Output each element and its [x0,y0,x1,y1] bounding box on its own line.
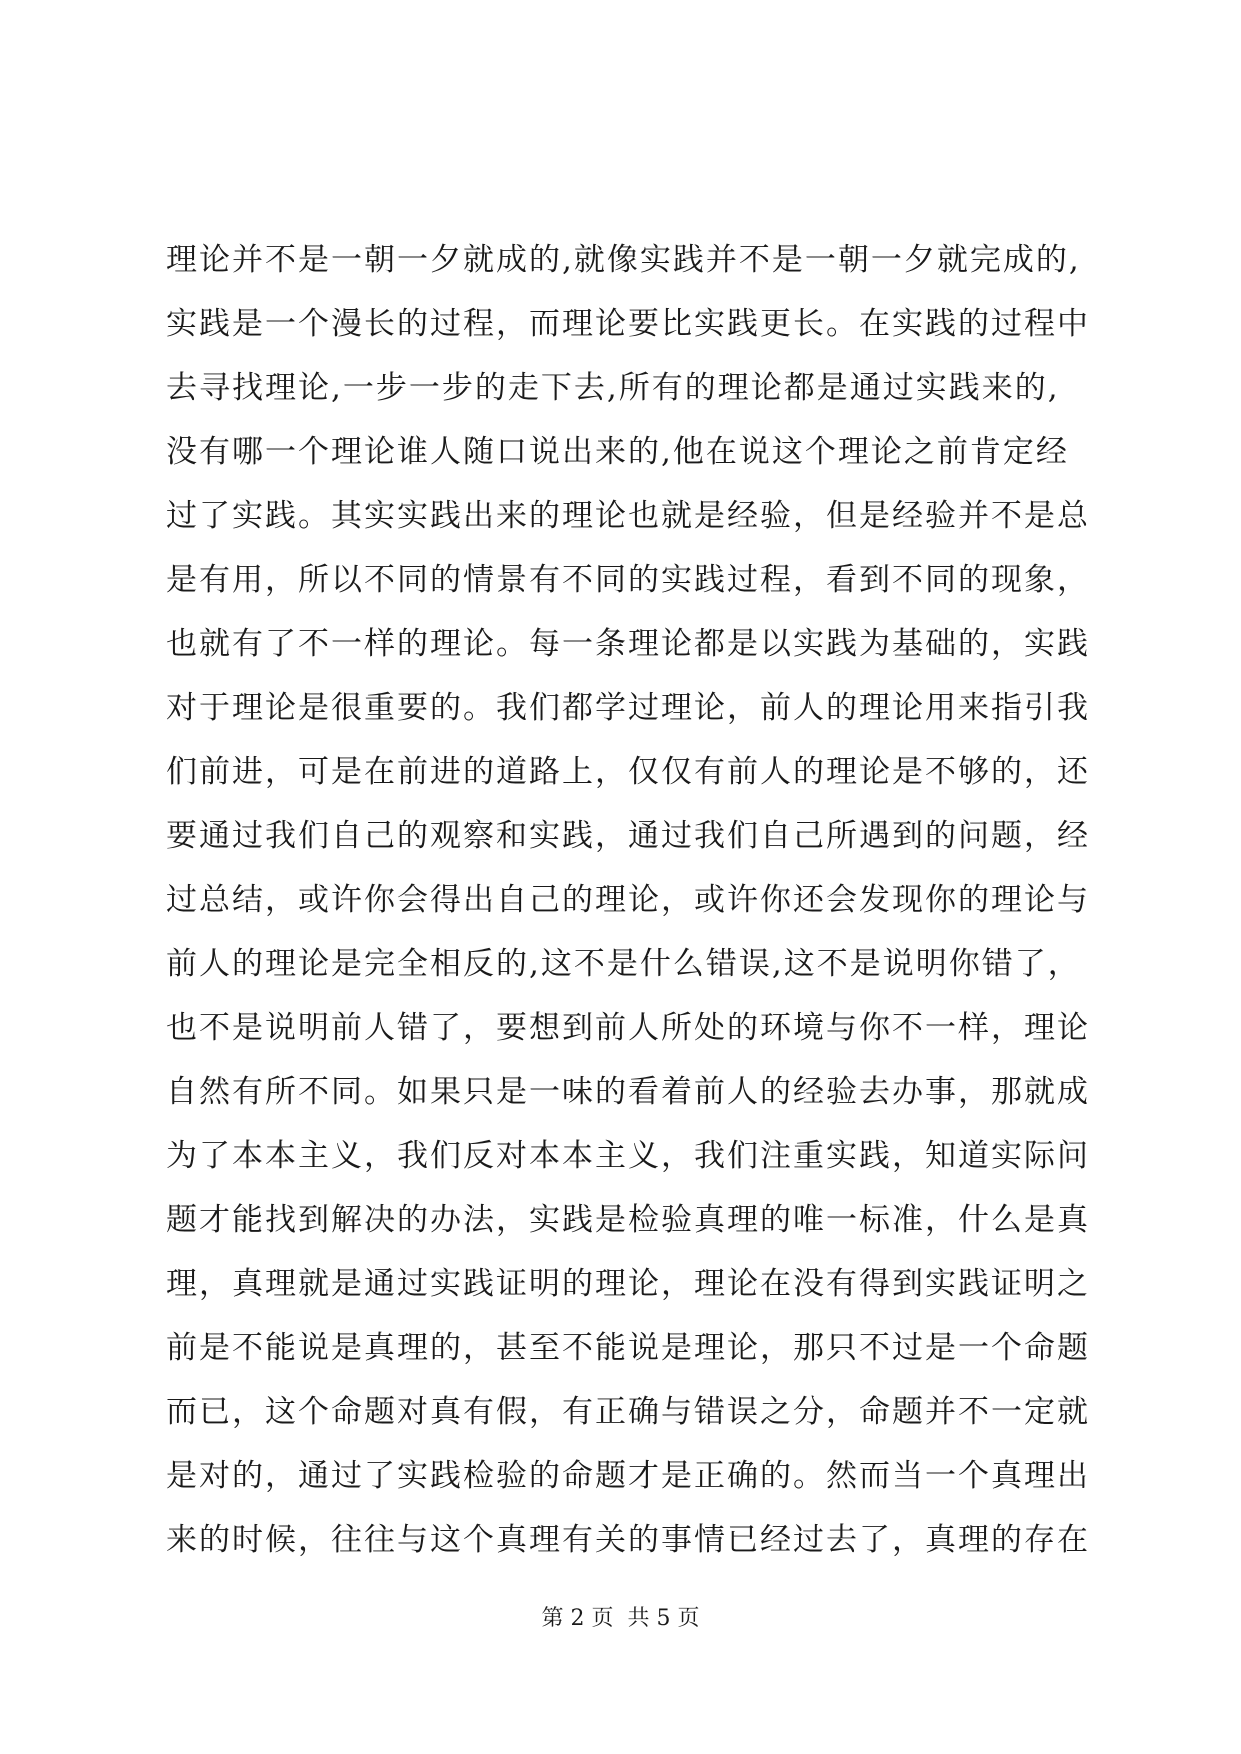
text-line: 题才能找到解决的办法，实践是检验真理的唯一标准，什么是真 [166,1202,1090,1238]
text-line: 们前进，可是在前进的道路上，仅仅有前人的理论是不够的，还 [166,754,1090,790]
text-line: 也不是说明前人错了，要想到前人所处的环境与你不一样，理论 [166,1010,1090,1046]
text-line: 是有用，所以不同的情景有不同的实践过程，看到不同的现象， [166,562,1090,598]
text-line: 自然有所不同。如果只是一味的看着前人的经验去办事，那就成 [166,1074,1090,1110]
text-line: 过了实践。其实实践出来的理论也就是经验，但是经验并不是总 [166,498,1090,534]
text-line: 过总结，或许你会得出自己的理论，或许你还会发现你的理论与 [166,882,1090,918]
text-line: 对于理论是很重要的。我们都学过理论，前人的理论用来指引我 [166,690,1090,726]
text-line: 前是不能说是真理的，甚至不能说是理论，那只不过是一个命题 [166,1330,1090,1366]
text-line: 来的时候，往往与这个真理有关的事情已经过去了，真理的存在 [166,1522,1090,1558]
page-number: 第 2 页 共 5 页 [541,1606,700,1631]
text-line: 理，真理就是通过实践证明的理论，理论在没有得到实践证明之 [166,1266,1090,1302]
text-line: 实践是一个漫长的过程，而理论要比实践更长。在实践的过程中 [166,306,1090,342]
text-line: 是对的，通过了实践检验的命题才是正确的。然而当一个真理出 [166,1458,1090,1494]
body-text [166,228,1126,1572]
text-line: 为了本本主义，我们反对本本主义，我们注重实践，知道实际问 [166,1138,1090,1174]
text-line: 没有哪一个理论谁人随口说出来的,他在说这个理论之前肯定经 [166,434,1069,470]
text-line: 而已，这个命题对真有假，有正确与错误之分，命题并不一定就 [166,1394,1090,1430]
text-line: 去寻找理论,一步一步的走下去,所有的理论都是通过实践来的, [166,370,1060,406]
text-line: 也就有了不一样的理论。每一条理论都是以实践为基础的，实践 [166,626,1090,662]
text-line: 理论并不是一朝一夕就成的,就像实践并不是一朝一夕就完成的, [166,242,1081,278]
text-line: 前人的理论是完全相反的,这不是什么错误,这不是说明你错了， [166,946,1081,982]
page-footer [0,1604,1241,1634]
text-line: 要通过我们自己的观察和实践，通过我们自己所遇到的问题，经 [166,818,1090,854]
